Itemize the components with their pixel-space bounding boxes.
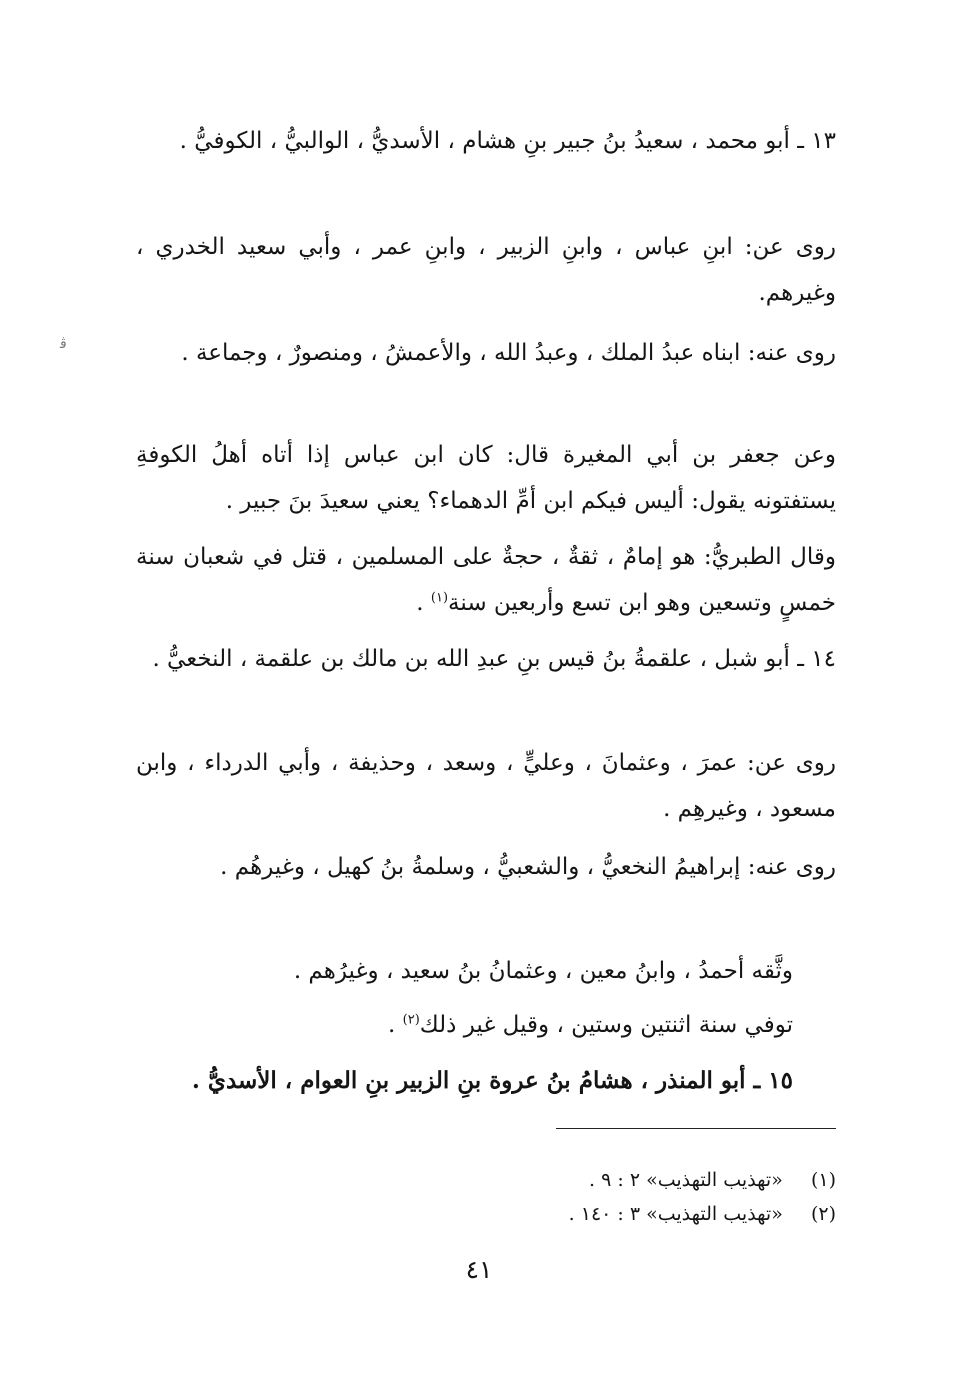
footnote-marker: (١) xyxy=(810,1169,836,1191)
entry-14-narrated-from xyxy=(136,740,836,832)
entry-text: ١٤ ـ أبو شبل ، علقمةُ بنُ قيس بنِ عبدِ الله بن مالك بن علقمة ، النخعيُّ . xyxy=(152,646,836,672)
entry-13-heading xyxy=(136,118,836,164)
entry-text: روى عن: ابنِ عباس ، وابنِ الزبير ، وابنِ عمر ، وأبي سعيد الخدري ، وغيرهم. xyxy=(136,234,836,306)
entry-text: ١٥ ـ أبو المنذر ، هشامُ بنُ عروة بنِ الزبير بنِ العوام ، الأسديُّ . xyxy=(191,1067,793,1094)
entry-13-narrated-from xyxy=(136,224,836,316)
entry-14-narrated-by xyxy=(136,844,836,890)
entry-text: وعن جعفر بن أبي المغيرة قال: كان ابن عباس إذا أتاه أهلُ الكوفةِ يستفتونه يقول: أليس فيكم ابن أمِّ الدهماء؟ يعني سعيدَ بنَ جبير . xyxy=(136,442,836,514)
entry-text: توفي سنة اثنتين وستين ، وقيل غير ذلك xyxy=(419,1012,793,1038)
entry-text: وثَّقه أحمدُ ، وابنُ معين ، وعثمانُ بنُ سعيد ، وغيرُهم . xyxy=(293,958,793,984)
footnote-2 xyxy=(136,1197,836,1231)
footnote-ref-1[interactable]: (١) xyxy=(430,590,449,606)
entry-15-heading xyxy=(136,1058,793,1104)
footnotes xyxy=(136,1163,836,1231)
footnote-text: «تهذيب التهذيب» ٢ : ٩ . xyxy=(589,1169,783,1191)
entry-14-death xyxy=(136,1002,793,1048)
margin-mark: ﭬ xyxy=(60,336,67,352)
footnote-1 xyxy=(136,1163,836,1197)
entry-text: روى عن: عمرَ ، وعثمانَ ، وعليٍّ ، وسعد ، وحذيفة ، وأبي الدرداء ، وابن مسعود ، وغيرهِم . xyxy=(136,750,836,822)
entry-14-trusted xyxy=(136,948,793,994)
entry-tail: . xyxy=(416,590,431,616)
page-number: ٤١ xyxy=(465,1255,493,1284)
entry-text: روى عنه: إبراهيمُ النخعيُّ ، والشعبيُّ ، وسلمةُ بنُ كهيل ، وغيرهُم . xyxy=(220,854,836,880)
entry-text: ١٣ ـ أبو محمد ، سعيدُ بنُ جبير بنِ هشام ، الأسديُّ ، الوالبيُّ ، الكوفيُّ . xyxy=(179,128,836,154)
entry-13-tabari xyxy=(136,534,836,626)
footnote-divider xyxy=(556,1128,836,1129)
entry-tail: . xyxy=(388,1012,403,1038)
footnote-marker: (٢) xyxy=(810,1203,836,1225)
entry-text: وقال الطبريُّ: هو إمامٌ ، ثقةٌ ، حجةٌ على المسلمين ، قتل في شعبان سنة خمسٍ وتسعين وهو ابن تسع وأربعين سنة xyxy=(136,544,836,616)
entry-13-narrated-by xyxy=(136,330,836,376)
entry-13-quote xyxy=(136,432,836,524)
footnote-text: «تهذيب التهذيب» ٣ : ١٤٠ . xyxy=(568,1203,783,1225)
footnote-ref-2[interactable]: (٢) xyxy=(402,1012,420,1028)
entry-14-heading xyxy=(136,636,836,682)
entry-text: روى عنه: ابناه عبدُ الملك ، وعبدُ الله ، والأعمشُ ، ومنصورٌ ، وجماعة . xyxy=(181,340,836,366)
